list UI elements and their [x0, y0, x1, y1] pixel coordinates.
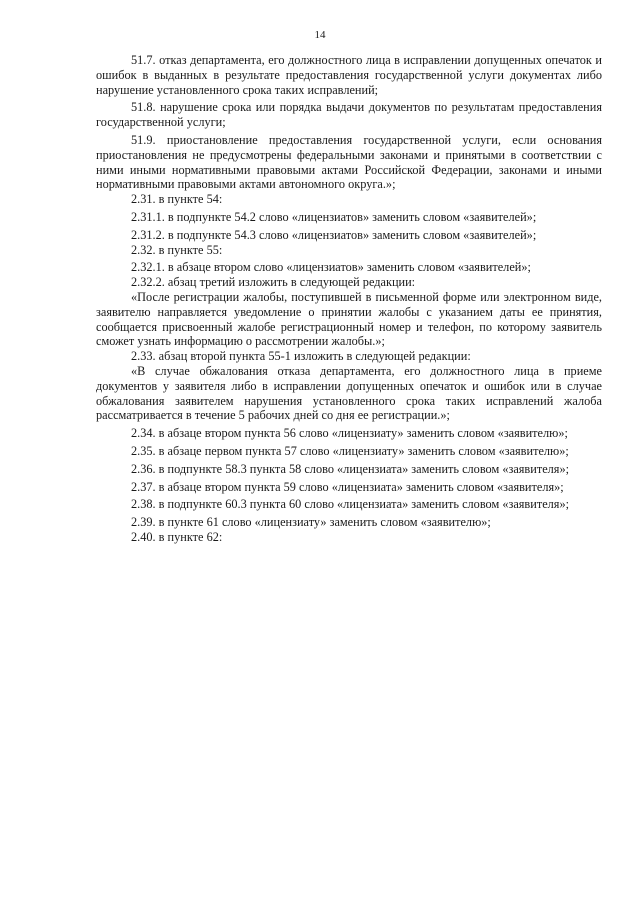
paragraph-2-31: 2.31. в пункте 54:	[131, 192, 223, 207]
paragraph-51-7: 51.7. отказ департамента, его должностного лица в исправлении допущенных опечаток и ошибок в выданных в результате предоставления государственной услуги документах либо нарушение установленного срока таких исправлений;	[96, 53, 602, 97]
paragraph-2-37: 2.37. в абзаце втором пункта 59 слово «лицензиата» заменить словом «заявителя»;	[131, 479, 564, 494]
document-body	[96, 53, 602, 545]
paragraph-2-39: 2.39. в пункте 61 слово «лицензиату» заменить словом «заявителю»;	[131, 515, 491, 530]
paragraph-2-32: 2.32. в пункте 55:	[131, 242, 223, 257]
paragraph-2-31-2: 2.31.2. в подпункте 54.3 слово «лицензиатов» заменить словом «заявителей»;	[131, 227, 537, 242]
paragraph-2-35: 2.35. в абзаце первом пункта 57 слово «лицензиату» заменить словом «заявителю»;	[131, 443, 569, 458]
paragraph-2-32-1: 2.32.1. в абзаце втором слово «лицензиатов» заменить словом «заявителей»;	[131, 260, 531, 275]
paragraph-quote-2: «В случае обжалования отказа департамента, его должностного лица в приеме документов у заявителя либо в исправлении допущенных опечаток и ошибок или в случае обжалования заявителем нарушения установленного срока таких исправлений жалоба рассматривается в течение 5 рабочих дней со дня ее регистрации.»;	[96, 363, 602, 423]
paragraph-2-31-1: 2.31.1. в подпункте 54.2 слово «лицензиатов» заменить словом «заявителей»;	[131, 209, 537, 224]
paragraph-2-36: 2.36. в подпункте 58.3 пункта 58 слово «лицензиата» заменить словом «заявителя»;	[131, 461, 570, 476]
paragraph-2-40: 2.40. в пункте 62:	[131, 529, 223, 544]
paragraph-quote-1: «После регистрации жалобы, поступившей в письменной форме или электронном виде, заявителю направляется уведомление о принятии жалобы с указанием даты ее принятия, сообщается присвоенный жалобе регистрационный номер и телефон, по которому заявитель сможет узнать информацию о рассмотрении жалобы.»;	[96, 289, 602, 349]
page-number: 14	[314, 29, 326, 41]
paragraph-2-32-2: 2.32.2. абзац третий изложить в следующей редакции:	[131, 275, 416, 290]
paragraph-2-38: 2.38. в подпункте 60.3 пункта 60 слово «лицензиата» заменить словом «заявителя»;	[131, 497, 570, 512]
paragraph-51-8: 51.8. нарушение срока или порядка выдачи документов по результатам предоставления государственной услуги;	[96, 100, 602, 130]
paragraph-51-9: 51.9. приостановление предоставления государственной услуги, если основания приостановления не предусмотрены федеральными законами и принятыми в соответствии с ними иными нормативными правовыми актами Российской Федерации, законами и иными нормативными правовыми актами автономного округа.»;	[96, 132, 602, 192]
paragraph-2-34: 2.34. в абзаце втором пункта 56 слово «лицензиату» заменить словом «заявителю»;	[131, 426, 568, 441]
paragraph-2-33: 2.33. абзац второй пункта 55-1 изложить в следующей редакции:	[131, 349, 471, 364]
